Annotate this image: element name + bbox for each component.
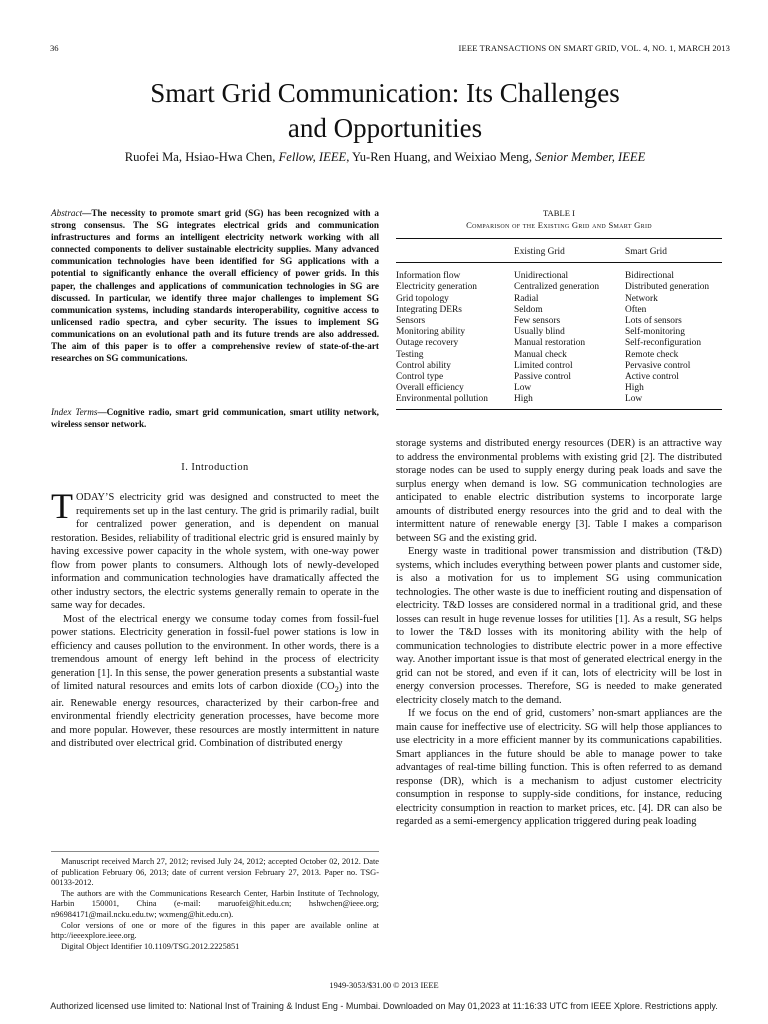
index-terms-text: —Cognitive radio, smart grid communication, smart utility network, wireless sensor network.: [51, 407, 379, 430]
footnotes: [51, 857, 379, 952]
table-row: [396, 338, 722, 349]
table-cell: Passive control: [514, 372, 572, 383]
table-cell: Outage recovery: [396, 338, 459, 349]
table-row: [396, 394, 722, 409]
intro-p2-text-b: ) into the air. Renewable energy resources, characterized by their carbon-free and environmental friendly electricity generation processes, have become more and more popular. However, these resources are mostly intermittent in nature and distributed over electrical grid. Combination of distributed energy: [51, 681, 380, 750]
table-caption: [396, 207, 722, 231]
drop-cap: T: [51, 486, 73, 526]
author-role-1: Fellow, IEEE: [278, 150, 347, 164]
table-cell: Manual check: [514, 349, 567, 360]
table-cell: Centralized generation: [514, 282, 600, 293]
section-heading: I. Introduction: [181, 462, 249, 473]
table-row: [396, 305, 722, 316]
table-row: [396, 294, 722, 305]
comparison-table: [396, 238, 722, 410]
table-cell: Control type: [396, 372, 444, 383]
footnote-doi: Digital Object Identifier 10.1109/TSG.2012.2225851: [61, 941, 240, 951]
table-cell: Distributed generation: [625, 282, 710, 293]
table-cell: Pervasive control: [625, 360, 691, 371]
page-number: 36: [50, 43, 59, 53]
author-names-2: , Yu-Ren Huang, and Weixiao Meng,: [346, 150, 536, 164]
table-cell: Bidirectional: [625, 271, 674, 282]
table-row: [396, 350, 722, 361]
table-cell: Information flow: [396, 271, 461, 282]
footnote-manuscript: Manuscript received March 27, 2012; revised July 24, 2012; accepted October 02, 2012. Date of publication February 06, 2013; date of current version February 27, 2013. Paper no. TSG-00133-2012.: [51, 857, 379, 888]
table-cell: Environmental pollution: [396, 394, 488, 405]
table-row: [396, 316, 722, 327]
table-cell: Overall efficiency: [396, 383, 464, 394]
table-body: [396, 263, 722, 409]
table-row: [396, 263, 722, 283]
table-cell: Lots of sensors: [625, 316, 682, 327]
footnote-rule: [51, 851, 379, 852]
right-column-body: [396, 437, 722, 829]
author-names-1: Ruofei Ma, Hsiao-Hwa Chen,: [124, 150, 279, 164]
table-cell: Radial: [514, 293, 539, 304]
table-cell: Unidirectional: [514, 271, 569, 282]
table-header-cell: Existing Grid: [514, 247, 565, 257]
table-cell: Network: [625, 293, 658, 304]
journal-header: IEEE TRANSACTIONS ON SMART GRID, VOL. 4, NO. 1, MARCH 2013: [458, 43, 730, 53]
table-label: TABLE I: [542, 208, 575, 218]
footnote-color: Color versions of one or more of the figures in this paper are available online at http://ieeexplore.ieee.org.: [51, 920, 379, 941]
abstract-label: Abstract: [51, 208, 83, 218]
table-cell: High: [514, 394, 533, 405]
table-header-cell: [396, 239, 514, 263]
table-cell: Seldom: [514, 304, 543, 315]
table-row: [396, 361, 722, 372]
author-list: [40, 150, 730, 165]
title-line-1: Smart Grid Communication: Its Challenges: [150, 78, 620, 108]
table-cell: Low: [514, 383, 532, 394]
intro-p2-text-a: Most of the electrical energy we consume today comes from fossil-fuel power stations. Electricity generation in fossil-fuel power stations is low in efficiency and causes pollution to the environment. In other words, there is a tremendous amount of energy left behind in the process of electricity generation [1]. In this sense, the power generation presents a substantial waste of limited natural resources and emits lots of carbon dioxide (CO: [51, 613, 379, 692]
table-cell: Self-monitoring: [625, 327, 685, 338]
table-row: [396, 372, 722, 383]
table-cell: Remote check: [625, 349, 679, 360]
co2-subscript: 2: [334, 684, 339, 695]
table-row: [396, 282, 722, 293]
table-header-row: [396, 239, 722, 263]
table-title: Comparison of the Existing Grid and Smart Grid: [466, 220, 652, 230]
table-cell: High: [625, 383, 644, 394]
table-cell: Usually blind: [514, 327, 565, 338]
intro-body: [51, 486, 380, 751]
intro-paragraph-1: [51, 486, 379, 613]
table-cell: Testing: [396, 349, 424, 360]
table-cell: Low: [625, 394, 643, 405]
table-cell: Often: [625, 304, 647, 315]
index-terms-label: Index Terms: [51, 407, 98, 417]
title-line-2: and Opportunities: [287, 113, 483, 143]
footnote-authors: The authors are with the Communications Research Center, Harbin Institute of Technology, Harbin 150001, China (e-mail: maruofei@hit.edu.cn; hshwchen@ieee.org; n96984171@mail.ncku.edu.tw; wxmeng@hit.edu.cn).: [51, 888, 379, 919]
table-cell: Few sensors: [514, 316, 561, 327]
right-paragraph-2: Energy waste in traditional power transmission and distribution (T&D) systems, which includes everything between power plants and customer side, is also a motivation for us to implement SG using communication technologies. The other waste is due to inefficient routing and dispensation of electricity. T&D losses are considered normal in a traditional grid, and these losses can result in huge revenue losses for utilities [1]. As a result, SG helps to lower the T&D losses with its monitoring ability with the help of communication technologies to distribute electric power in a more effective way. Another important issue is that most of generated electrical energy in the grid can not be stored, and even if it can, lots of electricity will be lost in energy conversion processes. Therefore, SG is needed to make generated electricity closely match to the demand.: [396, 546, 722, 706]
table-header-cell: Smart Grid: [625, 247, 667, 257]
table-row: [396, 383, 722, 394]
table-cell: Self-reconfiguration: [625, 338, 702, 349]
abstract: [51, 207, 379, 364]
paper-title: [40, 76, 730, 146]
author-role-2: Senior Member, IEEE: [535, 150, 646, 164]
table-cell: Limited control: [514, 360, 573, 371]
table-cell: Active control: [625, 372, 679, 383]
index-terms: [51, 406, 379, 430]
intro-p1-text: ODAY’S electricity grid was designed and constructed to meet the requirements set up in the last century. The grid is primarily radial, built for centralized power generation, and is dependent on manual restoration. Besides, reliability of traditional electric grid is ensured mainly by having excessive power capacity in the whole system, with one-way power flow from power plants to consumers. Although lots of newly-developed information and communication technologies have dramatically affected the other industry sectors, the electric systems generally remain to operate in the same way for decades.: [51, 492, 379, 611]
copyright-line: 1949-3053/$31.00 © 2013 IEEE: [329, 981, 439, 990]
intro-paragraph-2: [51, 613, 379, 751]
abstract-text: —The necessity to promote smart grid (SG) has been recognized with a strong consensus. The SG integrates electrical grids and communication infrastructures and forms an intelligent electricity network working with all connected components to deliver sustainable electricity supplies. Many advanced communication technologies have been identified for SG applications with a potential to significantly enhance the overall efficiency of power grids. In this paper, the challenges and applications of communication technologies in SG are discussed. In particular, we identify three major challenges to implement SG communication systems, including standards interoperability, cognitive access to unlicensed radio spectra, and cyber security. The issues to implement SG communications on an evolutional path and its future trends are also addressed. The aim of this paper is to offer a comprehensive review of state-of-the-art researches on SG communications.: [51, 208, 379, 364]
table-cell: Control ability: [396, 360, 451, 371]
right-paragraph-3: If we focus on the end of grid, customers’ non-smart appliances are the main cause for ineffective use of electricity. SG will help those appliances to use electricity in a more efficient manner by its communications capabilities. Smart appliances in the future should be able to manage power to take advantages of real-time billing function. This is often referred to as demand response (DR), which is a mechanism to adjust customer electricity consumption in response to supply-side conditions, for instance, reducing electricity consumption in reaction to market prices, etc. [4]. DR can also be regarded as a semi-emergency application triggered during peak loading: [396, 708, 722, 827]
table-cell: Manual restoration: [514, 338, 586, 349]
right-paragraph-1: storage systems and distributed energy resources (DER) is an attractive way to address the environmental problems with existing grid [2]. The distributed storage nodes can be used to supply energy during peak loads and save the surplus energy when demand is low. SG communication technologies are anticipated to enable electric distribution systems to incorporate large amounts of distributed energy resources into the grid and to deal with the intermittent nature of renewable energy [3]. Table I makes a comparison between SG and the existing grid.: [396, 438, 722, 544]
license-banner: Authorized licensed use limited to: National Inst of Training & Indust Eng - Mumbai. Downloaded on May 01,2023 at 11:16:33 UTC from IEEE Xplore. Restrictions apply.: [50, 1001, 718, 1011]
table-cell: Integrating DERs: [396, 304, 462, 315]
table-cell: Grid topology: [396, 293, 449, 304]
table-cell: Electricity generation: [396, 282, 477, 293]
table-cell: Monitoring ability: [396, 327, 466, 338]
table-cell: Sensors: [396, 316, 426, 327]
table-row: [396, 327, 722, 338]
